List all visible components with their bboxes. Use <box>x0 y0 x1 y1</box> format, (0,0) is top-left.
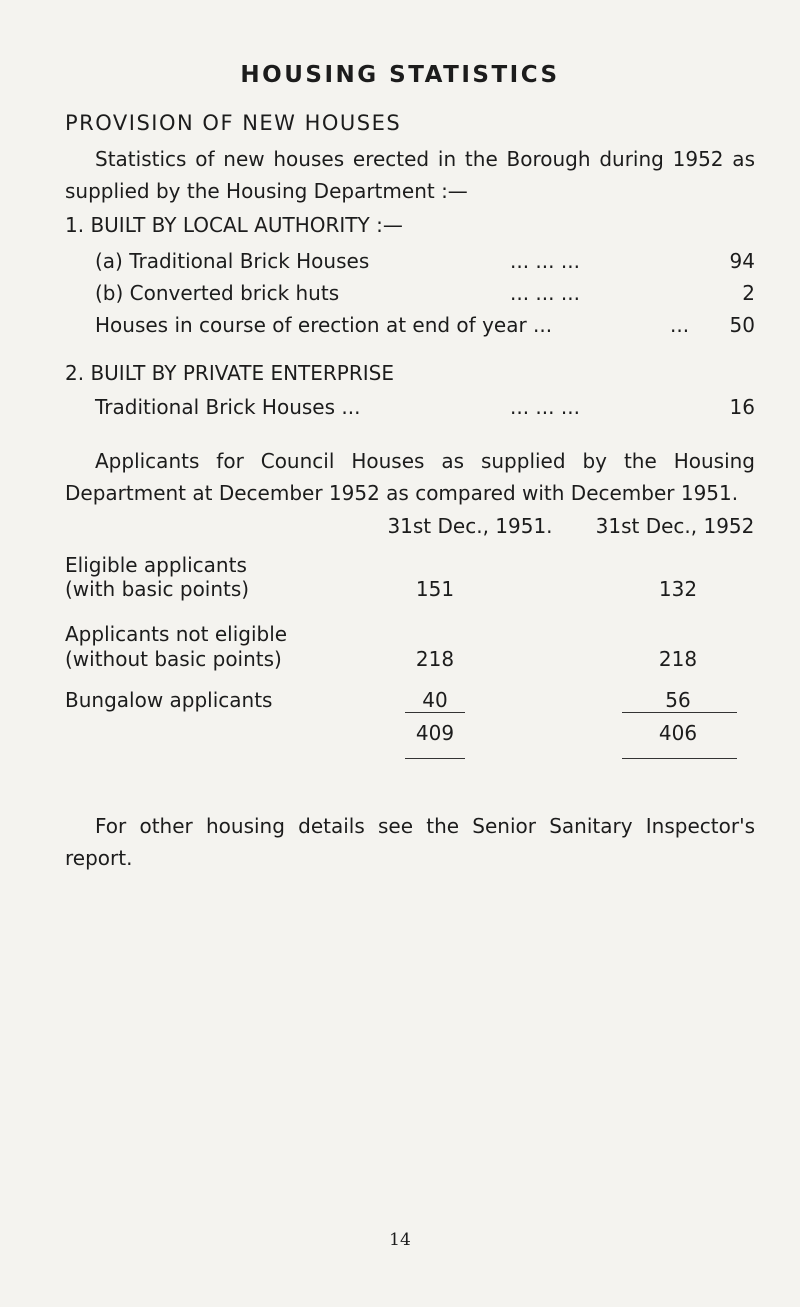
total-rule-bottom-1951 <box>405 758 465 759</box>
footer-line-2: report. <box>65 846 133 870</box>
row-not-eligible-1951: 218 <box>415 647 455 671</box>
item-in-course-value: 50 <box>729 313 755 337</box>
row-eligible-label-2: (with basic points) <box>65 577 250 601</box>
total-rule-bottom-1952 <box>622 758 737 759</box>
item-traditional-brick-dots: ... ... ... <box>510 249 580 273</box>
footer-line-1: For other housing details see the Senior Sanitary Inspector's <box>95 814 755 838</box>
page-title: HOUSING STATISTICS <box>240 62 560 88</box>
intro-line-2: supplied by the Housing Department :— <box>65 179 468 203</box>
column-header-1952: 31st Dec., 1952 <box>595 514 755 538</box>
item-converted-huts-dots: ... ... ... <box>510 281 580 305</box>
row-bungalow-label: Bungalow applicants <box>65 688 273 712</box>
column-header-1951: 31st Dec., 1951. <box>387 514 553 538</box>
total-rule-top-1951 <box>405 712 465 713</box>
total-1951: 409 <box>415 721 455 745</box>
item-in-course-label: Houses in course of erection at end of year ... <box>95 313 553 337</box>
row-eligible-1951: 151 <box>415 577 455 601</box>
total-1952: 406 <box>658 721 698 745</box>
item-traditional-brick-label: (a) Traditional Brick Houses <box>95 249 370 273</box>
total-rule-top-1952 <box>622 712 737 713</box>
row-eligible-1952: 132 <box>658 577 698 601</box>
item-private-brick-dots: ... ... ... <box>510 395 580 419</box>
item-private-brick-value: 16 <box>729 395 755 419</box>
row-eligible-label-1: Eligible applicants <box>65 553 247 577</box>
item-in-course-dots: ... <box>670 313 690 337</box>
item-converted-huts-label: (b) Converted brick huts <box>95 281 340 305</box>
intro-paragraph <box>65 143 755 207</box>
row-not-eligible-label-1: Applicants not eligible <box>65 622 288 646</box>
intro-line-1: Statistics of new houses erected in the Borough during 1952 as <box>95 147 755 171</box>
row-not-eligible-1952: 218 <box>658 647 698 671</box>
applicants-line-1: Applicants for Council Houses as supplied by the Housing <box>95 449 755 473</box>
local-authority-heading: 1. BUILT BY LOCAL AUTHORITY :— <box>65 213 403 237</box>
private-enterprise-heading: 2. BUILT BY PRIVATE ENTERPRISE <box>65 361 394 385</box>
item-traditional-brick-value: 94 <box>729 249 755 273</box>
row-bungalow-1951: 40 <box>422 688 448 712</box>
row-not-eligible-label-2: (without basic points) <box>65 647 282 671</box>
footer-paragraph <box>65 810 755 874</box>
applicants-line-2: Department at December 1952 as compared with December 1951. <box>65 481 739 505</box>
section-title: PROVISION OF NEW HOUSES <box>65 111 402 135</box>
item-private-brick-label: Traditional Brick Houses ... <box>95 395 361 419</box>
item-converted-huts-value: 2 <box>742 281 755 305</box>
applicants-paragraph <box>65 445 755 509</box>
row-bungalow-1952: 56 <box>665 688 691 712</box>
page-number: 14 <box>389 1230 411 1250</box>
